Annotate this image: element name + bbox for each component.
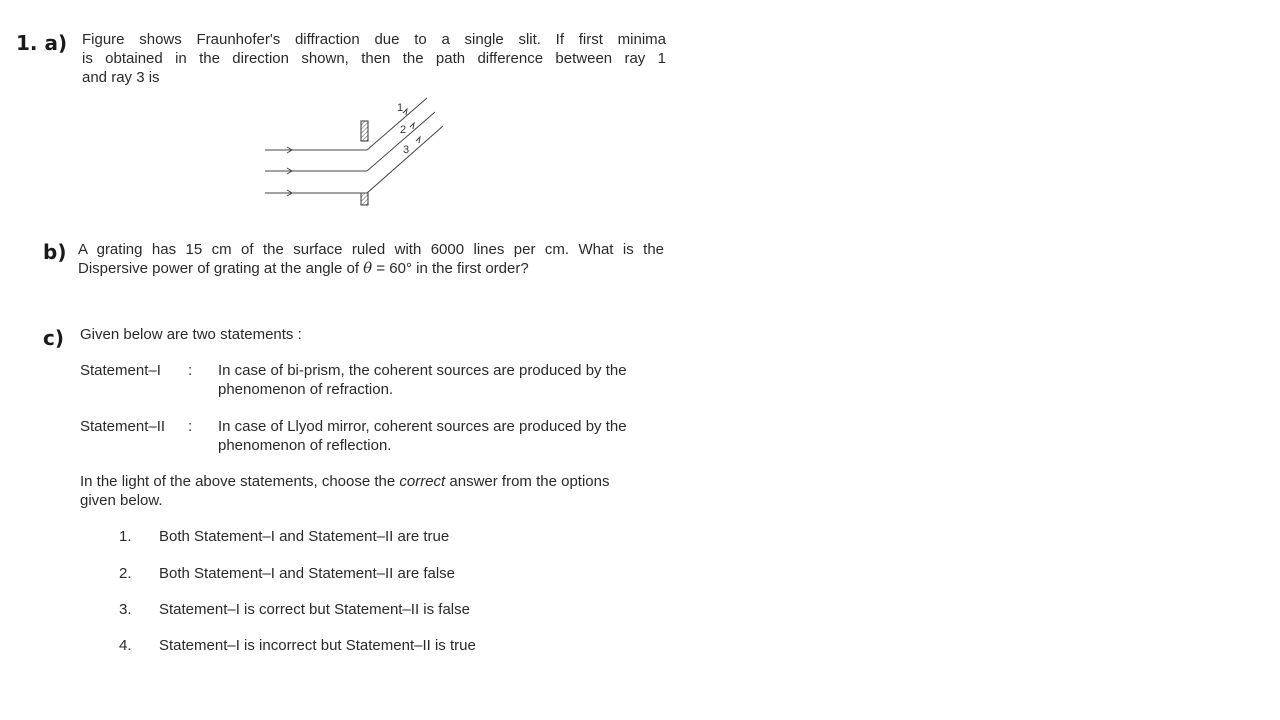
instruction-line-1-pre: In the light of the above statements, choose the [80,473,400,490]
option-2-text: Both Statement–I and Statement–II are false [159,565,456,582]
statement-2-line-1: In case of Llyod mirror, coherent sources are produced by the [218,418,627,435]
ray-label-2: 2 [400,124,407,136]
part-b-line-2-pre: Dispersive power of grating at the angle of [78,260,364,277]
diffracted-ray-3 [367,126,443,193]
statement-1-text [218,361,670,399]
upper-slit-barrier [361,121,368,141]
statement-2-text [218,417,670,455]
option-2-number: 2. [119,565,132,582]
question-number: 1. [16,31,38,55]
part-a-line-2: is obtained in the direction shown, then the path difference between ray 1 [82,50,666,67]
statement-1-line-1: In case of bi-prism, the coherent sources are produced by the [218,362,627,379]
part-a-line-3: and ray 3 is [82,69,160,86]
question-number-label [16,33,67,53]
instruction-line-2: given below. [80,492,163,509]
part-b-line-1: A grating has 15 cm of the surface ruled with 6000 lines per cm. What is the [78,241,664,258]
option-1-number: 1. [119,528,132,545]
option-3-text: Statement–I is correct but Statement–II is false [159,601,470,618]
part-c-intro: Given below are two statements : [80,326,302,343]
part-b-question-text [78,240,664,278]
part-b-angle-value: = 60° [372,260,412,277]
option-3-number: 3. [119,601,132,618]
ray-label-1: 1 [397,102,404,114]
instruction-emphasis: correct [399,473,446,490]
instruction-line-1-post: answer from the options [445,473,610,490]
option-1-text: Both Statement–I and Statement–II are true [159,528,450,545]
theta-symbol: θ [363,259,373,277]
part-a-line-1: Figure shows Fraunhofer's diffraction due to a single slit. If first minima [82,31,666,48]
part-c-label: c) [43,326,64,350]
statement-2-line-2: phenomenon of reflection. [218,437,392,454]
option-4-number: 4. [119,637,132,654]
option-4-text: Statement–I is incorrect but Statement–II is true [159,637,476,654]
part-c-instruction [80,472,670,510]
statement-1-colon: : [188,362,193,379]
statement-2-label: Statement–II [80,418,166,435]
part-b-label: b) [43,240,67,264]
part-b-line-2-post: in the first order? [411,260,529,277]
instruction-line-1 [80,472,670,491]
statement-1-line-2: phenomenon of refraction. [218,381,394,398]
part-a-label: a) [44,31,68,55]
incident-rays [265,147,367,196]
part-a-question-text [82,30,666,87]
lower-slit-barrier [361,193,368,205]
statement-2-colon: : [188,418,193,435]
statement-1-label: Statement–I [80,362,161,379]
ray-label-3: 3 [403,144,410,156]
part-b-line-2 [78,259,664,278]
single-slit-diffraction-figure [255,95,455,215]
